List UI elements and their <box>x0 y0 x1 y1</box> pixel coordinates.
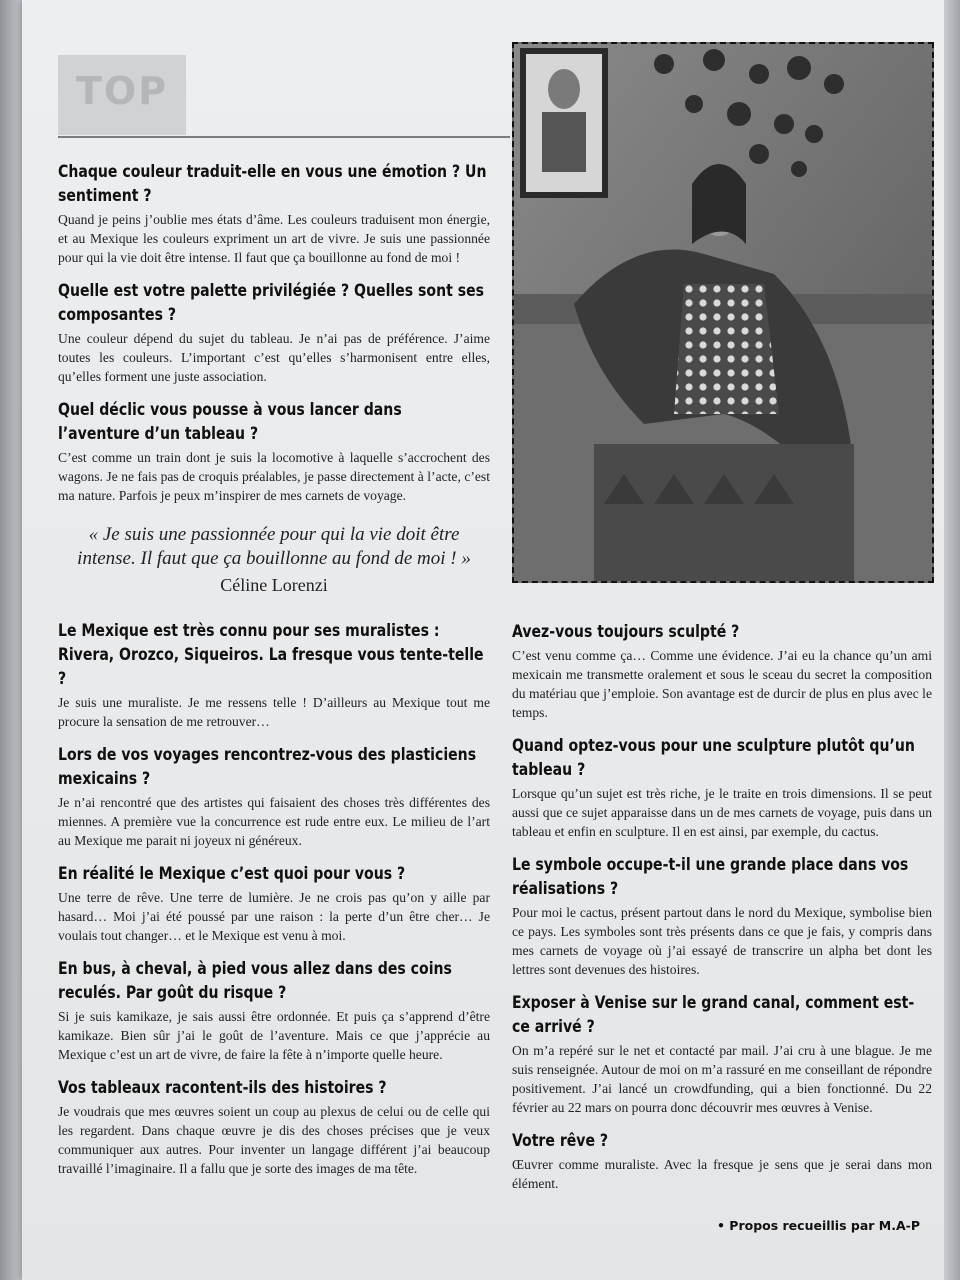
portrait-illustration <box>514 44 932 581</box>
answer-text: Je n’ai rencontré que des artistes qui faisaient des choses très différentes des miennes. A première vue la concurrence est rude entre eux. Le milieu de l’art au Mexique me parait ni joyeux ni généreux. <box>58 795 490 848</box>
right-column <box>512 620 932 1205</box>
question-heading: Quel déclic vous pousse à vous lancer dans l’aventure d’un tableau ? <box>58 400 402 444</box>
question-heading: Le symbole occupe-t-il une grande place dans vos réalisations ? <box>512 855 909 899</box>
pull-quote-author: Céline Lorenzi <box>220 575 328 595</box>
question-heading: Avez-vous toujours sculpté ? <box>512 622 740 642</box>
qa-block <box>58 398 490 505</box>
qa-block <box>512 853 932 979</box>
question-heading: Quelle est votre palette privilégiée ? Quelles sont ses composantes ? <box>58 281 485 325</box>
qa-block <box>58 862 490 945</box>
question-heading: Chaque couleur traduit-elle en vous une émotion ? Un sentiment ? <box>58 162 487 206</box>
qa-block <box>512 620 932 722</box>
question-heading: Exposer à Venise sur le grand canal, comment est-ce arrivé ? <box>512 993 915 1037</box>
answer-text: Une terre de rêve. Une terre de lumière. Je ne crois pas qu’on y aille par hasard… Moi j’ai été poussé par une raison : la perte d’un être cher… Je voulais tout changer… et le Mexique est venu à moi. <box>58 890 490 943</box>
answer-text: Œuvrer comme muraliste. Avec la fresque je sens que je serai dans mon élément. <box>512 1157 932 1191</box>
answer-text: Je voudrais que mes œuvres soient un coup au plexus de celui ou de celle qui les regardent. Dans chaque œuvre je dis des choses précises que je veux communiquer aux autres. Pour inventer un langage différent j’ai beaucoup travaillé l’imaginaire. Il a fallu que je sorte des images de ma tête. <box>58 1104 490 1176</box>
qa-block <box>58 279 490 386</box>
question-heading: En bus, à cheval, à pied vous allez dans des coins reculés. Par goût du risque ? <box>58 959 452 1003</box>
answer-text: Lorsque qu’un sujet est très riche, je le traite en trois dimensions. Il se peut aussi que ce sujet apparaisse dans un de mes carnets de voyage, puis dans un tableau et enfin en sculpture. Il en est ainsi, par exemple, du cactus. <box>512 786 932 839</box>
qa-block <box>512 991 932 1117</box>
qa-block <box>58 957 490 1064</box>
question-heading: Le Mexique est très connu pour ses muralistes : Rivera, Orozco, Siqueiros. La fresque vous tente-telle ? <box>58 621 484 689</box>
header-rule <box>58 136 510 138</box>
answer-text: C’est venu comme ça… Comme une évidence. J’ai eu la chance qu’un ami mexicain me transmette oralement et sous le sceau du secret la composition du matériau que j’emploie. Son avantage est de durcir de plus en plus avec le temps. <box>512 648 932 720</box>
answer-text: Si je suis kamikaze, je sais aussi être ordonnée. Et puis ça s’apprend d’être kamikaze. Bien sûr j’ai le goût de l’aventure. Mais ce que j’apprécie au Mexique c’est un art de vivre, de faire la fête à n’importe quelle heure. <box>58 1009 490 1062</box>
section-tab: TOP <box>58 55 186 135</box>
question-heading: Quand optez-vous pour une sculpture plutôt qu’un tableau ? <box>512 736 915 780</box>
interview-credit: • Propos recueillis par M.A-P <box>716 1218 920 1233</box>
left-column <box>58 160 490 1190</box>
answer-text: Une couleur dépend du sujet du tableau. Je n’ai pas de préférence. J’aime toutes les couleurs. L’important c’est qu’elles s’harmonisent entre elles, qu’elles forment une juste association. <box>58 331 490 384</box>
pull-quote-text: « Je suis une passionnée pour qui la vie doit être intense. Il faut que ça bouillonne au fond de moi ! » <box>77 524 471 569</box>
answer-text: C’est comme un train dont je suis la locomotive à laquelle s’accrochent des wagons. Je ne fais pas de croquis préalables, je passe directement à l’acte, c’est ma nature. Parfois je peux m’inspirer de mes carnets de voyage. <box>58 450 490 503</box>
qa-block <box>58 1076 490 1178</box>
qa-block <box>58 160 490 267</box>
answer-text: Je suis une muraliste. Je me ressens telle ! D’ailleurs au Mexique tout me procure la sensation de me retrouver… <box>58 695 490 729</box>
qa-block <box>58 619 490 731</box>
qa-block <box>512 734 932 841</box>
qa-block <box>58 743 490 850</box>
page-edge-right <box>944 0 960 1280</box>
question-heading: Vos tableaux racontent-ils des histoires ? <box>58 1078 387 1098</box>
page-edge-left <box>0 0 22 1280</box>
answer-text: Quand je peins j’oublie mes états d’âme. Les couleurs traduisent mon énergie, et au Mexique les couleurs expriment un art de vivre. Je suis une passionnée pour qui la vie doit être intense. Il faut que ça bouillonne au fond de moi ! <box>58 212 490 265</box>
qa-block <box>512 1129 932 1193</box>
pull-quote <box>58 523 490 597</box>
question-heading: En réalité le Mexique c’est quoi pour vous ? <box>58 864 406 884</box>
portrait-photo <box>512 42 934 583</box>
question-heading: Lors de vos voyages rencontrez-vous des plasticiens mexicains ? <box>58 745 477 789</box>
answer-text: Pour moi le cactus, présent partout dans le nord du Mexique, symbolise bien ce pays. Les symboles sont très présents dans ce que je fais, y compris dans mes carnets de voyage où j’ai essayé de transcrire un alpha bet dont les lettres sont devenues des histoires. <box>512 905 932 977</box>
question-heading: Votre rêve ? <box>512 1131 609 1151</box>
answer-text: On m’a repéré sur le net et contacté par mail. J’ai cru à une blague. Je me suis renseignée. Autour de moi on m’a rassuré en me conseillant de répondre positivement. J’ai lancé un crowdfunding, qui a bien fonctionné. Du 22 février au 22 mars on pourra donc découvrir mes œuvres à Venise. <box>512 1043 932 1115</box>
